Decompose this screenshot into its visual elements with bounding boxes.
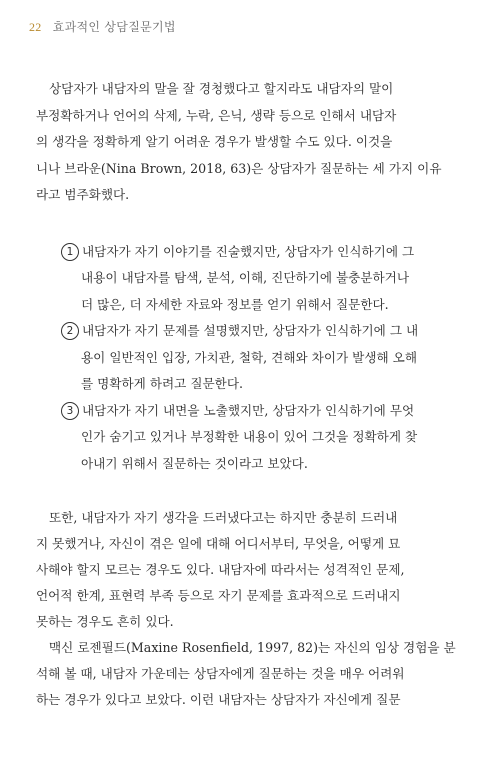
- paragraph-1: [36, 76, 476, 209]
- list-item-text: 용이 일반적인 입장, 가치관, 철학, 견해와 차이가 발생해 오해: [81, 349, 418, 365]
- text-line: 못하는 경우도 흔히 있다.: [36, 614, 174, 629]
- page-body: [36, 76, 476, 713]
- paragraph-2: [36, 505, 476, 713]
- list-item-text: 를 명확하게 하려고 질문한다.: [81, 376, 243, 391]
- list-item: [36, 318, 476, 398]
- circled-number-marker: 1: [61, 243, 79, 261]
- text-line: 지 못했거나, 자신이 겪은 일에 대해 어디서부터, 무엇을, 어떻게 묘: [36, 536, 401, 551]
- book-title: 효과적인 상담질문기법: [52, 20, 176, 34]
- list-item-text: 더 많은, 더 자세한 자료와 정보를 얻기 위해서 질문한다.: [81, 296, 389, 312]
- text-line: 하는 경우가 있다고 보았다. 이런 내담자는 상담자가 자신에게 질문: [36, 692, 401, 707]
- text-line: 상담자가 내담자의 말을 잘 경청했다고 할지라도 내담자의 말이: [49, 81, 394, 96]
- text-line: 석해 볼 때, 내담자 가운데는 상담자에게 질문하는 것을 매우 어려워: [36, 666, 405, 681]
- text-line: 사해야 할지 모르는 경우도 있다. 내담자에 따라서는 성격적인 문제,: [36, 562, 405, 577]
- reasons-list: [36, 239, 476, 478]
- text-line: 맥신 로젠필드(Maxine Rosenfield, 1997, 82)는 자신의 임상 경험을 분: [49, 640, 456, 655]
- list-item: [36, 398, 476, 478]
- list-item-text: 내용이 내담자를 탐색, 분석, 이해, 진단하기에 불충분하거나: [81, 270, 410, 285]
- list-item: [36, 239, 476, 319]
- text-line: 또한, 내담자가 자기 생각을 드러냈다고는 하지만 충분히 드러내: [49, 510, 398, 525]
- text-line: 라고 범주화했다.: [36, 187, 130, 202]
- circled-number-marker: 3: [61, 402, 79, 420]
- list-item-text: 내담자가 자기 문제를 설명했지만, 상담자가 인식하기에 그 내: [82, 323, 419, 338]
- page-number: 22: [29, 20, 42, 34]
- list-item-text: 내담자가 자기 이야기를 진술했지만, 상담자가 인식하기에 그: [82, 243, 415, 259]
- text-line: 언어적 한계, 표현력 부족 등으로 자기 문제를 효과적으로 드러내지: [36, 588, 401, 603]
- list-item-text: 인가 숨기고 있거나 부정확한 내용이 있어 그것을 정확하게 찾: [81, 429, 418, 444]
- list-item-text: 아내기 위해서 질문하는 것이라고 보았다.: [81, 455, 308, 471]
- running-header: [29, 18, 176, 35]
- text-line: 의 생각을 정확하게 알기 어려운 경우가 발생할 수도 있다. 이것을: [36, 134, 393, 149]
- text-line: 부정확하거나 언어의 삭제, 누락, 은닉, 생략 등으로 인해서 내담자: [36, 107, 397, 123]
- circled-number-marker: 2: [61, 322, 79, 340]
- list-item-text: 내담자가 자기 내면을 노출했지만, 상담자가 인식하기에 무엇: [82, 402, 415, 418]
- text-line: 니나 브라운(Nina Brown, 2018, 63)은 상담자가 질문하는 세 가지 이유: [36, 160, 442, 176]
